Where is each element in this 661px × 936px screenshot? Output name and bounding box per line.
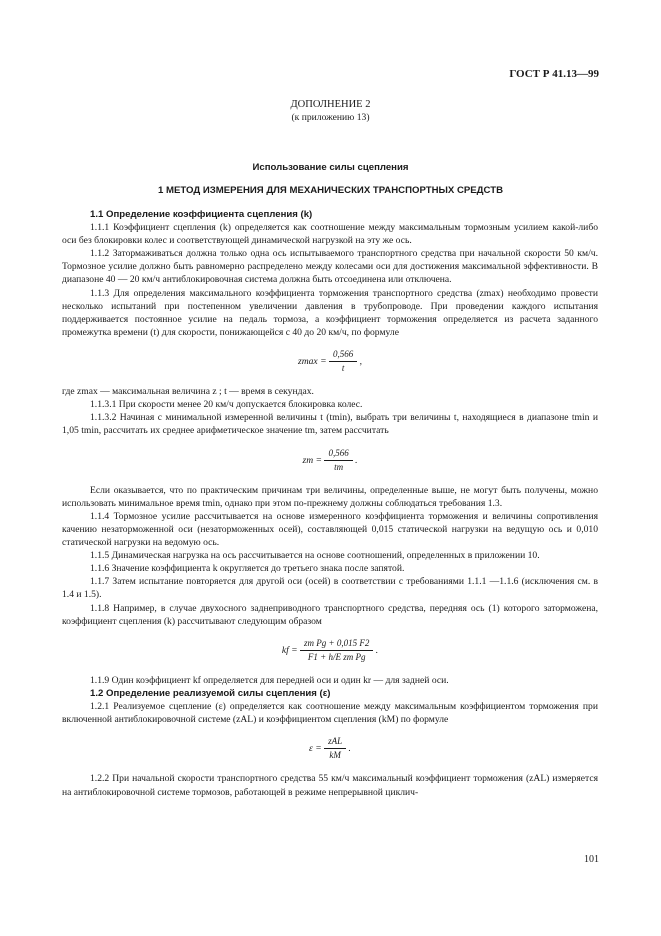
section-heading: 1 МЕТОД ИЗМЕРЕНИЯ ДЛЯ МЕХАНИЧЕСКИХ ТРАНСПОРТНЫХ СРЕДСТВ <box>158 185 503 196</box>
formula-zm <box>62 447 598 474</box>
appendix-subtitle: (к приложению 13) <box>291 112 370 123</box>
formula-tail: . <box>355 454 358 466</box>
paragraph: 1.1.2 Затормаживаться должна только одна ось испытываемого транспортного средства при начальной скорости 50 км/ч. Тормозное усилие должно быть равномерно распределено между колесами оси для достижения максимальной эффективности. В диапазоне 40 — 20 км/ч антиблокировочная система должна быть отсоединена или отключена. <box>62 248 598 286</box>
paragraph: 1.1.3 Для определения максимального коэффициента торможения транспортного средства (zmax) необходимо провести несколько испытаний при постепенном увеличении давления в трубопроводе. При проведении каждого испытания поддерживается постоянное усилие на педаль тормоза, а коэффициент торможения определяется из расчета заданного промежутка времени (t) для скорости, понижающейся с 40 до 20 км/ч, по формуле <box>62 287 598 338</box>
fraction <box>324 447 352 474</box>
standard-code-header: ГОСТ Р 41.13—99 <box>509 68 599 80</box>
numerator: zAL <box>324 735 346 749</box>
denominator: t <box>341 363 345 374</box>
paragraph: 1.1.3.2 Начиная с минимальной измеренной величины t (tmin), выбрать три величины t, находящиеся в диапазоне tmin и 1,05 tmin, рассчитать их среднее арифметическое значение tm, затем рассчитать <box>62 412 598 437</box>
numerator: 0,566 <box>324 447 352 461</box>
paragraph: 1.1.4 Тормозное усилие рассчитывается на основе измеренного коэффициента торможения и величины сопротивления качению незаторможенной оси (незаторможенных осей), составляющей 0,015 статической нагрузки на ведущую ось и 0,010 статической нагрузки на ведомую ось. <box>62 510 598 549</box>
body-text <box>62 208 598 799</box>
fraction <box>300 637 373 664</box>
denominator: F1 + h/E zm Pg <box>307 651 366 662</box>
formula-kf <box>62 637 598 664</box>
paragraph: 1.1.9 Один коэффициент kf определяется для передней оси и один kr — для задней оси. <box>90 674 449 686</box>
paragraph: 1.1.3.1 При скорости менее 20 км/ч допускается блокировка колес. <box>90 399 363 411</box>
formula-lhs: kf = <box>281 644 298 656</box>
formula-zmax <box>62 348 598 375</box>
formula-lhs: zm = <box>302 454 323 466</box>
paragraph: Если оказывается, что по практическим причинам три величины, определенные выше, не могут быть получены, можно использовать минимальное время tmin, однако при этом по-прежнему должны соблюдаться требования 1.3. <box>62 484 598 509</box>
fraction <box>329 348 357 375</box>
denominator: kM <box>329 750 341 761</box>
paragraph: где zmax — максимальная величина z ; t — время в секундах. <box>62 386 314 398</box>
fraction <box>324 735 346 762</box>
page-number: 101 <box>584 854 599 865</box>
numerator: 0,566 <box>329 348 357 362</box>
paragraph: 1.1.1 Коэффициент сцепления (k) определяется как соотношение между максимальным тормозным усилием какой-либо оси без блокировки колес и соответствующей динамической нагрузкой на эту же ось. <box>62 222 598 247</box>
document-title: Использование силы сцепления <box>252 162 409 173</box>
paragraph: 1.2.2 При начальной скорости транспортного средства 55 км/ч максимальный коэффициент торможения (zAL) измеряется на антиблокировочной системе тормозов, работающей в режиме непрерывной циклич- <box>62 773 598 798</box>
paragraph: 1.1.8 Например, в случае двухосного заднеприводного транспортного средства, передняя ось (1) которого заторможена, коэффициент сцепления (k) рассчитывают следующим образом <box>62 602 598 627</box>
formula-tail: . <box>375 644 379 656</box>
formula-epsilon <box>62 735 598 762</box>
formula-lhs: zmax = <box>297 355 327 367</box>
formula-lhs: ε = <box>309 743 322 755</box>
paragraph: 1.1.6 Значение коэффициента k округляется до третьего знака после запятой. <box>90 563 405 575</box>
appendix-title: ДОПОЛНЕНИЕ 2 <box>290 99 371 110</box>
numerator: zm Pg + 0,015 F2 <box>300 637 373 651</box>
paragraph: 1.2.1 Реализуемое сцепление (ε) определяется как соотношение между максимальным коэффициентом торможения при включенной антиблокировочной системе (zAL) и коэффициентом сцепления (kM) по формуле <box>62 701 598 726</box>
denominator: tm <box>334 461 344 472</box>
subsection-heading: 1.2 Определение реализуемой силы сцепления (ε) <box>90 688 331 699</box>
formula-tail: , <box>359 355 363 367</box>
formula-tail: . <box>348 743 351 755</box>
subsection-heading: 1.1 Определение коэффициента сцепления (k) <box>90 209 313 220</box>
paragraph: 1.1.7 Затем испытание повторяется для другой оси (осей) в соответствии с требованиями 1.1.1 —1.1.6 (исключения см. в 1.4 и 1.5). <box>62 576 598 601</box>
paragraph: 1.1.5 Динамическая нагрузка на ось рассчитывается на основе соотношений, определенных в приложении 10. <box>90 550 540 562</box>
